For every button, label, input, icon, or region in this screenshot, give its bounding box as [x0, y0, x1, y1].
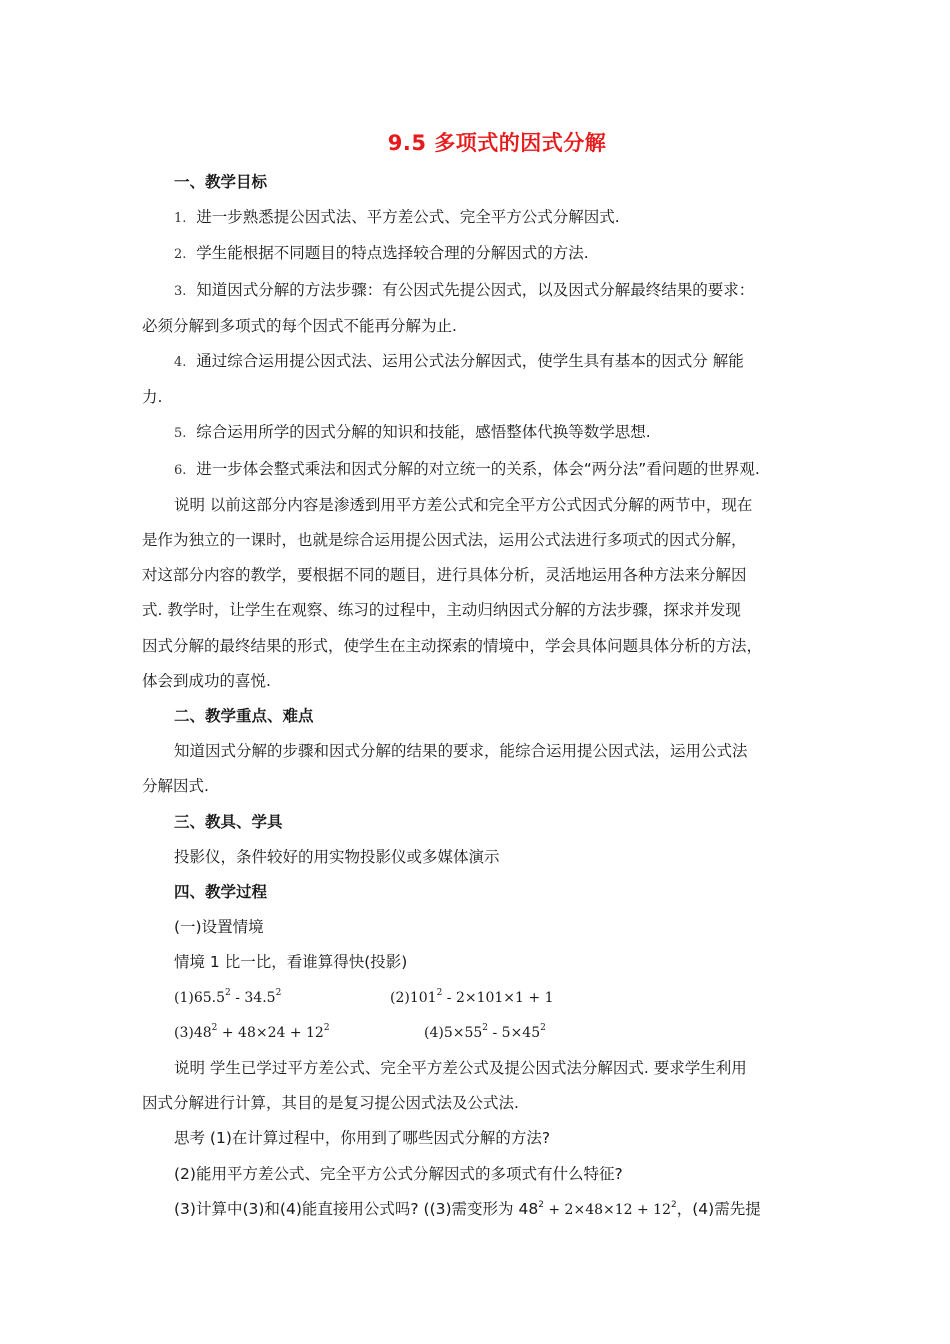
section-heading-key-points: 二、教学重点、难点: [174, 707, 314, 726]
exercise-row-2: [142, 1016, 814, 1051]
objective-item-continuation: 力.: [142, 388, 163, 407]
exercise-row-1: [142, 981, 814, 1016]
tools-text: 投影仪，条件较好的用实物投影仪或多媒体演示: [174, 847, 500, 866]
note-line: 是作为独立的一课时，也就是综合运用提公因式法，运用公式法进行多项式的因式分解，: [142, 531, 747, 550]
think-question-1: 思考 (1)在计算过程中，你用到了哪些因式分解的方法?: [174, 1129, 551, 1148]
note-line: 式. 教学时，让学生在观察、练习的过程中，主动归纳因式分解的方法步骤，探求并发现: [142, 601, 741, 620]
exercise-2: $(2)101^2 - 2\times 101\times 1 + 1$: [390, 987, 554, 1006]
objective-item: 1. 进一步熟悉提公因式法、平方差公式、完全平方公式分解因式.: [174, 208, 620, 227]
note-line: 因式分解的最终结果的形式，使学生在主动探索的情境中，学会具体问题具体分析的方法，: [142, 636, 763, 655]
note-line: 对这部分内容的教学，要根据不同的题目，进行具体分析，灵活地运用各种方法来分解因: [142, 566, 747, 585]
document-title: 9.5 多项式的因式分解: [387, 131, 607, 155]
key-points-line: 分解因式.: [142, 777, 209, 796]
note-line: 体会到成功的喜悦.: [142, 671, 271, 690]
section-heading-process: 四、教学过程: [174, 883, 268, 902]
objective-item: 6. 进一步体会整式乘法和因式分解的对立统一的关系，体会“两分法”看问题的世界观.: [174, 459, 760, 478]
think-question-2: (2)能用平方差公式、完全平方公式分解因式的多项式有什么特征?: [174, 1164, 623, 1183]
note-line: 说明 学生已学过平方差公式、完全平方差公式及提公因式法分解因式. 要求学生利用: [174, 1059, 747, 1078]
objective-item: 3. 知道因式分解的方法步骤：有公因式先提公因式，以及因式分解最终结果的要求：: [174, 280, 755, 299]
exercise-1: (1)65.5$^2$ - 34.5$^2$: [174, 987, 282, 1006]
document-body: [142, 165, 814, 1228]
subsection-heading: (一)设置情境: [174, 918, 264, 937]
section-heading-objectives: 一、教学目标: [174, 173, 268, 191]
note-line: 因式分解进行计算，其目的是复习提公因式法及公式法.: [142, 1094, 519, 1113]
scenario-line: 情境 1 比一比，看谁算得快(投影): [174, 953, 408, 972]
note-line: 说明 以前这部分内容是渗透到用平方差公式和完全平方公式因式分解的两节中，现在: [174, 495, 753, 514]
objective-item: 5. 综合运用所学的因式分解的知识和技能，感悟整体代换等数学思想.: [174, 423, 651, 442]
section-heading-tools: 三、教具、学具: [174, 812, 283, 831]
key-points-line: 知道因式分解的步骤和因式分解的结果的要求，能综合运用提公因式法，运用公式法: [174, 742, 748, 761]
exercise-4: $(4)5\times 55^2 - 5\times 45^2$: [424, 1022, 546, 1041]
think-question-3: (3)计算中(3)和(4)能直接用公式吗? ((3)需变形为 $48^2 + 2\times 48\times 12 + 12^2$，(4)需先提: [174, 1199, 761, 1218]
exercise-3: $(3)48^2 + 48\times 24 + 12^2$: [174, 1022, 330, 1041]
objective-item: 2. 学生能根据不同题目的特点选择较合理的分解因式的方法.: [174, 244, 589, 263]
objective-item: 4. 通过综合运用提公因式法、运用公式法分解因式，使学生具有基本的因式分 解能: [174, 352, 744, 371]
objective-item-continuation: 必须分解到多项式的每个因式不能再分解为止.: [142, 316, 457, 335]
